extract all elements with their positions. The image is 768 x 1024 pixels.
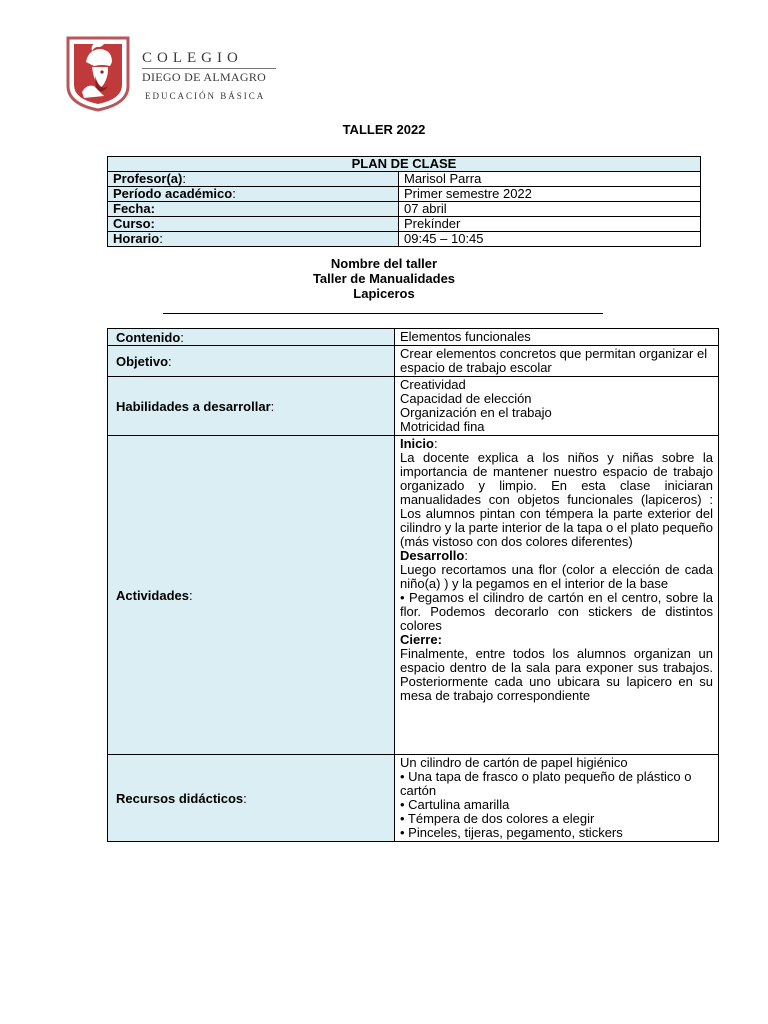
list-item: • Una tapa de frasco o plato pequeño de plástico o cartón bbox=[400, 769, 692, 798]
list-item: Organización en el trabajo bbox=[400, 405, 552, 420]
table-row bbox=[108, 755, 719, 842]
cierre-text: Finalmente, entre todos los alumnos organizan un espacio dentro de la sala para exponer sus trabajos. Posteriormente cada uno ubicara su lapicero en su mesa de trabajo correspondiente bbox=[400, 646, 713, 703]
table-row bbox=[108, 172, 701, 187]
row-value: Prekínder bbox=[399, 217, 701, 232]
row-value bbox=[395, 377, 719, 436]
label-text: Horario bbox=[113, 231, 160, 246]
list-item: • Témpera de dos colores a elegir bbox=[400, 811, 595, 826]
label-text: Período académico bbox=[113, 186, 233, 201]
label-text: Contenido bbox=[116, 329, 181, 345]
logo-divider bbox=[142, 68, 276, 69]
row-value: Crear elementos concretos que permitan organizar el espacio de trabajo escolar bbox=[395, 346, 719, 377]
label-text: Actividades bbox=[116, 587, 189, 603]
school-logo bbox=[64, 36, 294, 116]
list-item: Un cilindro de cartón de papel higiénico bbox=[400, 755, 628, 770]
school-crest-icon bbox=[64, 36, 132, 112]
table-header-row bbox=[108, 157, 701, 172]
label-text: Curso: bbox=[113, 216, 155, 231]
row-label bbox=[108, 232, 399, 247]
list-item: Creatividad bbox=[400, 377, 466, 392]
label-suffix: : bbox=[182, 171, 186, 186]
desarrollo-bullet: • Pegamos el cilindro de cartón en el centro, sobre la flor. Podemos decorarlo con stickers de distintos colores bbox=[400, 590, 713, 633]
row-label bbox=[108, 202, 399, 217]
row-value: Inicio: La docente explica a los niños y niñas sobre la importancia de mantener nuestro espacio de trabajo organizado y limpio. En esta clase iniciaran manualidades con objetos funcionales (lapiceros) : Los alumnos pintan con témpera la parte exterior del cilindro y la parte interior de la tapa o el plato pequeño (más vistoso con dos colores diferentes) Desarrollo: Luego recortamos una flor (color a elección de cada niño(a) ) y la pegamos en el interior de la base • Pegamos el cilindro de cartón en el centro, sobre la flor. Podemos decorarlo con stickers de distintos colores Cierre: Finalmente, entre todos los alumnos organizan un espacio dentro de la sala para exponer sus trabajos. Posteriormente cada uno ubicara su lapicero en su mesa de trabajo correspondiente bbox=[395, 436, 719, 755]
row-value bbox=[395, 755, 719, 842]
label-text: Profesor(a) bbox=[113, 171, 183, 186]
table-row bbox=[108, 187, 701, 202]
workshop-heading: Nombre del taller bbox=[330, 256, 438, 271]
logo-school-level: EDUCACIÓN BÁSICA bbox=[145, 91, 266, 101]
class-details-table bbox=[107, 328, 719, 842]
workshop-name-block bbox=[0, 256, 768, 301]
table-row bbox=[108, 202, 701, 217]
row-value: Elementos funcionales bbox=[395, 329, 719, 346]
list-item: • Cartulina amarilla bbox=[400, 797, 510, 812]
row-label: Actividades: bbox=[108, 436, 395, 755]
document-title: TALLER 2022 bbox=[342, 122, 426, 137]
table-row bbox=[108, 329, 719, 346]
plan-de-clase-table bbox=[107, 156, 701, 247]
list-item: Capacidad de elección bbox=[400, 391, 532, 406]
row-label: Habilidades a desarrollar: bbox=[108, 377, 395, 436]
label-text: Fecha: bbox=[113, 201, 155, 216]
row-value: 09:45 – 10:45 bbox=[399, 232, 701, 247]
row-label bbox=[108, 187, 399, 202]
row-label: Contenido: bbox=[108, 329, 395, 346]
table-row bbox=[108, 436, 719, 755]
row-value: 07 abril bbox=[399, 202, 701, 217]
workshop-title: Taller de Manualidades bbox=[312, 271, 456, 286]
table-row bbox=[108, 232, 701, 247]
workshop-subtitle: Lapiceros bbox=[353, 286, 415, 301]
logo-school-name: DIEGO DE ALMAGRO bbox=[142, 70, 267, 84]
label-suffix: : bbox=[159, 231, 163, 246]
list-item: • Pinceles, tijeras, pegamento, stickers bbox=[400, 825, 623, 840]
cierre-heading: Cierre: bbox=[400, 632, 442, 647]
row-label bbox=[108, 217, 399, 232]
inicio-text: La docente explica a los niños y niñas sobre la importancia de mantener nuestro espacio de trabajo organizado y limpio. En esta clase iniciaran manualidades con objetos funcionales (lapiceros) : Los alumnos pintan con témpera la parte exterior del cilindro y la parte interior de la tapa o el plato pequeño (más vistoso con dos colores diferentes) bbox=[400, 450, 713, 549]
logo-school-word: COLEGIO bbox=[142, 50, 243, 66]
label-text: Recursos didácticos bbox=[116, 790, 244, 806]
row-label bbox=[108, 172, 399, 187]
table-row bbox=[108, 377, 719, 436]
desarrollo-heading: Desarrollo bbox=[400, 548, 465, 563]
table-row bbox=[108, 217, 701, 232]
label-suffix: : bbox=[232, 186, 236, 201]
desarrollo-text: Luego recortamos una flor (color a elección de cada niño(a) ) y la pegamos en el interior de la base bbox=[400, 562, 713, 591]
label-text: Objetivo bbox=[116, 353, 169, 369]
row-label: Objetivo: bbox=[108, 346, 395, 377]
row-label: Recursos didácticos: bbox=[108, 755, 395, 842]
row-value: Primer semestre 2022 bbox=[399, 187, 701, 202]
row-value: Marisol Parra bbox=[399, 172, 701, 187]
list-item: Motricidad fina bbox=[400, 419, 485, 434]
plan-header: PLAN DE CLASE bbox=[108, 157, 701, 172]
inicio-heading: Inicio bbox=[400, 436, 434, 451]
label-text: Habilidades a desarrollar bbox=[116, 398, 271, 414]
table-row bbox=[108, 346, 719, 377]
separator-line bbox=[163, 313, 603, 314]
